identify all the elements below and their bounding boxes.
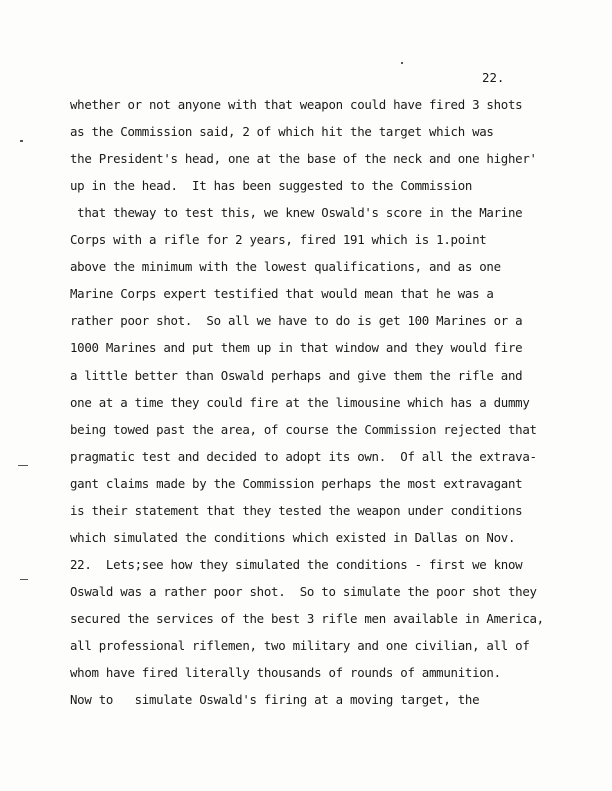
text-line: is their statement that they tested the weapon under conditions: [70, 503, 523, 518]
text-line: rather poor shot. So all we have to do is get 100 Marines or a: [70, 313, 523, 328]
scan-speck: [20, 140, 23, 142]
text-line: as the Commission said, 2 of which hit the target which was: [70, 124, 494, 139]
text-line: Oswald was a rather poor shot. So to simulate the poor shot they: [70, 584, 537, 599]
text-line: above the minimum with the lowest qualifications, and as one: [70, 259, 501, 274]
text-line: the President's head, one at the base of the neck and one higher': [70, 151, 537, 166]
text-line: all professional riflemen, two military and one civilian, all of: [70, 638, 530, 653]
scan-speck: [401, 62, 403, 64]
text-line: Marine Corps expert testified that would mean that he was a: [70, 286, 494, 301]
text-line: gant claims made by the Commission perhaps the most extravagant: [70, 476, 523, 491]
margin-mark: [18, 465, 28, 466]
text-line: secured the services of the best 3 rifle men available in America,: [70, 611, 544, 626]
text-line: Now to simulate Oswald's firing at a moving target, the: [70, 692, 480, 707]
text-line: a little better than Oswald perhaps and give them the rifle and: [70, 368, 523, 383]
text-line: one at a time they could fire at the limousine which has a dummy: [70, 395, 530, 410]
text-line: Corps with a rifle for 2 years, fired 191 which is 1.point: [70, 232, 487, 247]
text-line: pragmatic test and decided to adopt its own. Of all the extrava-: [70, 449, 537, 464]
text-line: whom have fired literally thousands of rounds of ammunition.: [70, 665, 501, 680]
text-line: 1000 Marines and put them up in that window and they would fire: [70, 340, 523, 355]
text-line: up in the head. It has been suggested to the Commission: [70, 178, 473, 193]
margin-mark: [20, 579, 28, 580]
page-number: 22.: [482, 70, 505, 85]
text-line: whether or not anyone with that weapon could have fired 3 shots: [70, 97, 523, 112]
text-line: that theway to test this, we knew Oswald's score in the Marine: [70, 205, 523, 220]
text-line: which simulated the conditions which existed in Dallas on Nov.: [70, 530, 516, 545]
text-line: being towed past the area, of course the Commission rejected that: [70, 422, 537, 437]
text-line: 22. Lets;see how they simulated the conditions - first we know: [70, 557, 523, 572]
